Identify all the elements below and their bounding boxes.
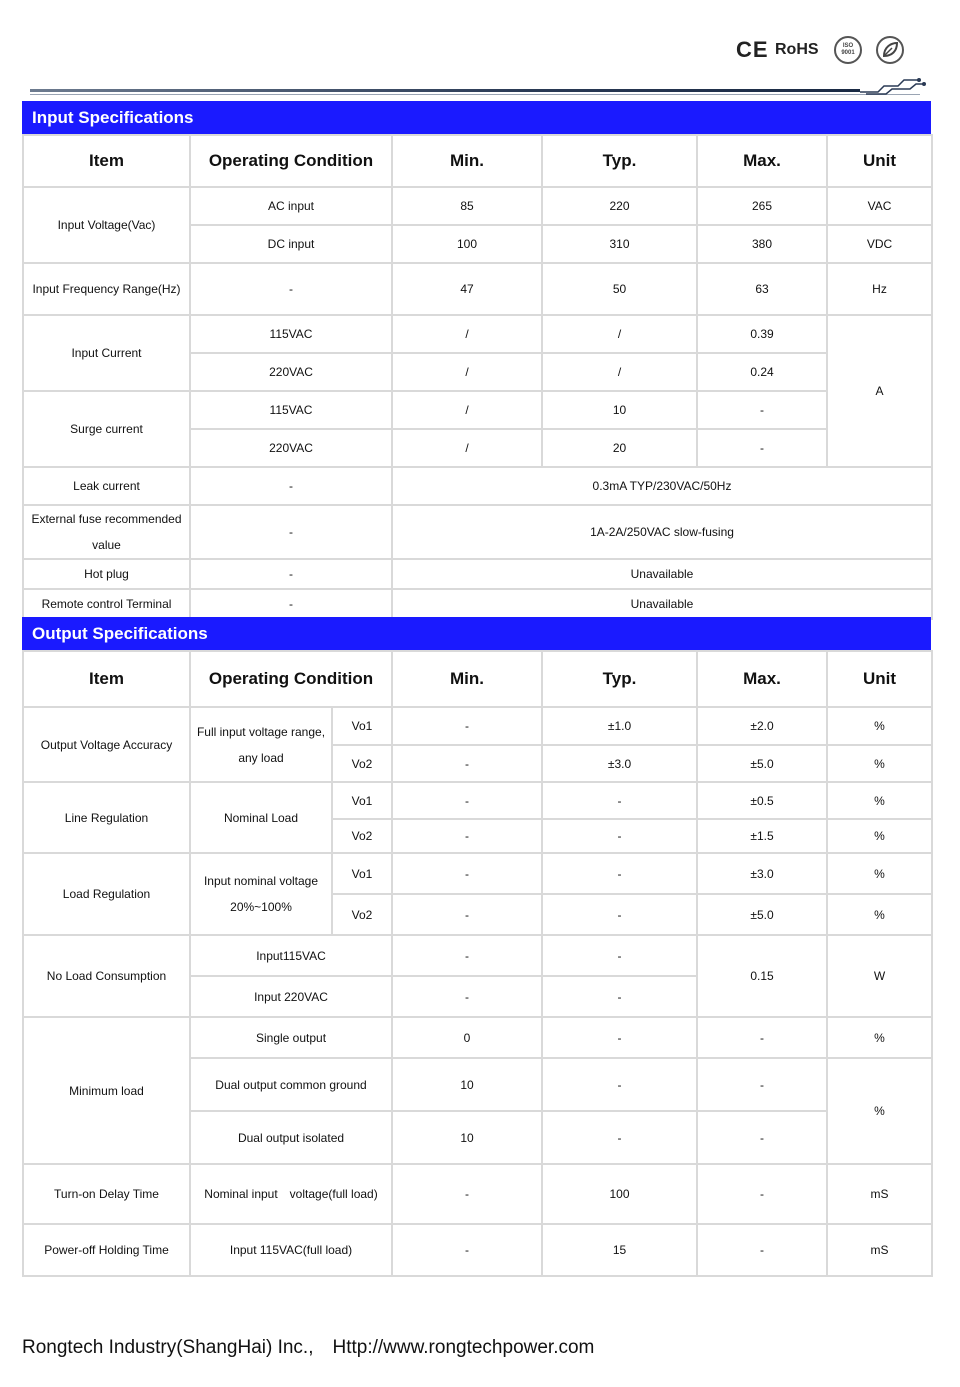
condition-cell: Input 115VAC(full load) bbox=[190, 1224, 392, 1276]
max-cell: - bbox=[697, 1058, 827, 1111]
table-row bbox=[23, 782, 932, 819]
unit-cell: % bbox=[827, 1017, 932, 1058]
table-row bbox=[23, 559, 932, 589]
channel-cell: Vo2 bbox=[332, 894, 392, 935]
typ-cell: - bbox=[542, 894, 697, 935]
item-cell: Output Voltage Accuracy bbox=[23, 707, 190, 782]
unit-cell: W bbox=[827, 935, 932, 1017]
typ-cell: - bbox=[542, 976, 697, 1017]
input-spec-table bbox=[22, 134, 933, 620]
item-cell: Turn-on Delay Time bbox=[23, 1164, 190, 1224]
min-cell: - bbox=[392, 894, 542, 935]
condition-cell: Dual output common ground bbox=[190, 1058, 392, 1111]
condition-cell: Nominal Load bbox=[190, 782, 332, 853]
input-specifications-section bbox=[22, 101, 931, 620]
min-cell: - bbox=[392, 745, 542, 782]
typ-cell: 50 bbox=[542, 263, 697, 315]
condition-cell: - bbox=[190, 263, 392, 315]
table-row bbox=[23, 1017, 932, 1058]
typ-cell: 10 bbox=[542, 391, 697, 429]
iso-badge bbox=[834, 34, 862, 66]
output-spec-table bbox=[22, 650, 933, 1277]
min-cell: / bbox=[392, 315, 542, 353]
condition-cell: DC input bbox=[190, 225, 392, 263]
unit-cell: VDC bbox=[827, 225, 932, 263]
leaf-icon bbox=[876, 36, 904, 64]
typ-cell: - bbox=[542, 935, 697, 976]
typ-cell: - bbox=[542, 1058, 697, 1111]
item-cell: Input Voltage(Vac) bbox=[23, 187, 190, 263]
table-header-row bbox=[23, 651, 932, 707]
unit-cell: % bbox=[827, 1058, 932, 1164]
condition-cell: Nominal input voltage(full load) bbox=[190, 1164, 392, 1224]
unit-cell: % bbox=[827, 745, 932, 782]
channel-cell: Vo2 bbox=[332, 745, 392, 782]
item-cell: Remote control Terminal bbox=[23, 589, 190, 619]
condition-cell: Input 220VAC bbox=[190, 976, 392, 1017]
table-row bbox=[23, 391, 932, 429]
max-cell: - bbox=[697, 1111, 827, 1164]
channel-cell: Vo1 bbox=[332, 853, 392, 894]
value-cell: Unavailable bbox=[392, 589, 932, 619]
condition-cell: Full input voltage range, any load bbox=[190, 707, 332, 782]
typ-cell: - bbox=[542, 1111, 697, 1164]
typ-cell: / bbox=[542, 353, 697, 391]
output-specifications-section bbox=[22, 617, 931, 1277]
min-cell: 85 bbox=[392, 187, 542, 225]
channel-cell: Vo2 bbox=[332, 819, 392, 853]
col-header: Item bbox=[23, 651, 190, 707]
item-cell: External fuse recommended value bbox=[23, 505, 190, 559]
table-row bbox=[23, 1164, 932, 1224]
max-cell: 63 bbox=[697, 263, 827, 315]
max-cell: - bbox=[697, 391, 827, 429]
table-row bbox=[23, 1224, 932, 1276]
typ-cell: - bbox=[542, 782, 697, 819]
value-cell: Unavailable bbox=[392, 559, 932, 589]
max-cell: 0.24 bbox=[697, 353, 827, 391]
item-cell: Surge current bbox=[23, 391, 190, 467]
condition-cell: Input nominal voltage 20%~100% bbox=[190, 853, 332, 935]
table-header-row bbox=[23, 135, 932, 187]
min-cell: - bbox=[392, 1164, 542, 1224]
condition-cell: 220VAC bbox=[190, 353, 392, 391]
typ-cell: - bbox=[542, 819, 697, 853]
item-cell: Leak current bbox=[23, 467, 190, 505]
min-cell: 10 bbox=[392, 1111, 542, 1164]
condition-cell: - bbox=[190, 505, 392, 559]
channel-cell: Vo1 bbox=[332, 707, 392, 745]
circuit-trace-icon bbox=[858, 74, 928, 96]
page-header bbox=[0, 0, 960, 100]
unit-cell: Hz bbox=[827, 263, 932, 315]
max-cell: - bbox=[697, 1164, 827, 1224]
table-row bbox=[23, 853, 932, 894]
table-row bbox=[23, 589, 932, 619]
col-header: Operating Condition bbox=[190, 651, 392, 707]
typ-cell: ±3.0 bbox=[542, 745, 697, 782]
unit-cell: % bbox=[827, 782, 932, 819]
condition-cell: Input115VAC bbox=[190, 935, 392, 976]
col-header: Max. bbox=[697, 651, 827, 707]
ce-mark: CE bbox=[736, 37, 769, 62]
item-cell: Line Regulation bbox=[23, 782, 190, 853]
unit-cell: VAC bbox=[827, 187, 932, 225]
max-cell: ±2.0 bbox=[697, 707, 827, 745]
min-cell: - bbox=[392, 853, 542, 894]
min-cell: - bbox=[392, 707, 542, 745]
iso-9001-icon: ISO 9001 bbox=[834, 36, 862, 64]
min-cell: 47 bbox=[392, 263, 542, 315]
item-cell: No Load Consumption bbox=[23, 935, 190, 1017]
col-header: Unit bbox=[827, 135, 932, 187]
table-row bbox=[23, 935, 932, 976]
header-rule-thin bbox=[30, 94, 920, 95]
unit-cell: % bbox=[827, 819, 932, 853]
condition-cell: Dual output isolated bbox=[190, 1111, 392, 1164]
col-header: Typ. bbox=[542, 135, 697, 187]
col-header: Item bbox=[23, 135, 190, 187]
min-cell: / bbox=[392, 353, 542, 391]
typ-cell: / bbox=[542, 315, 697, 353]
max-cell: 0.15 bbox=[697, 935, 827, 1017]
max-cell: - bbox=[697, 429, 827, 467]
typ-cell: 220 bbox=[542, 187, 697, 225]
unit-cell: mS bbox=[827, 1164, 932, 1224]
condition-cell: - bbox=[190, 559, 392, 589]
max-cell: ±0.5 bbox=[697, 782, 827, 819]
condition-cell: AC input bbox=[190, 187, 392, 225]
table-row bbox=[23, 505, 932, 559]
unit-cell: A bbox=[827, 315, 932, 467]
input-section-title: Input Specifications bbox=[22, 101, 931, 134]
min-cell: - bbox=[392, 976, 542, 1017]
col-header: Min. bbox=[392, 651, 542, 707]
col-header: Operating Condition bbox=[190, 135, 392, 187]
min-cell: - bbox=[392, 1224, 542, 1276]
max-cell: ±3.0 bbox=[697, 853, 827, 894]
output-section-title: Output Specifications bbox=[22, 617, 931, 650]
typ-cell: 100 bbox=[542, 1164, 697, 1224]
min-cell: 0 bbox=[392, 1017, 542, 1058]
col-header: Unit bbox=[827, 651, 932, 707]
min-cell: - bbox=[392, 819, 542, 853]
col-header: Min. bbox=[392, 135, 542, 187]
typ-cell: 20 bbox=[542, 429, 697, 467]
item-cell: Load Regulation bbox=[23, 853, 190, 935]
table-row bbox=[23, 707, 932, 745]
typ-cell: 310 bbox=[542, 225, 697, 263]
condition-cell: Single output bbox=[190, 1017, 392, 1058]
header-rule bbox=[30, 89, 860, 92]
item-cell: Input Frequency Range(Hz) bbox=[23, 263, 190, 315]
item-cell: Power-off Holding Time bbox=[23, 1224, 190, 1276]
max-cell: ±5.0 bbox=[697, 894, 827, 935]
unit-cell: % bbox=[827, 707, 932, 745]
unit-cell: mS bbox=[827, 1224, 932, 1276]
max-cell: 0.39 bbox=[697, 315, 827, 353]
min-cell: - bbox=[392, 782, 542, 819]
table-row bbox=[23, 263, 932, 315]
typ-cell: - bbox=[542, 853, 697, 894]
min-cell: 100 bbox=[392, 225, 542, 263]
min-cell: / bbox=[392, 429, 542, 467]
max-cell: ±5.0 bbox=[697, 745, 827, 782]
min-cell: 10 bbox=[392, 1058, 542, 1111]
item-cell: Input Current bbox=[23, 315, 190, 391]
max-cell: ±1.5 bbox=[697, 819, 827, 853]
typ-cell: 15 bbox=[542, 1224, 697, 1276]
condition-cell: - bbox=[190, 589, 392, 619]
col-header: Max. bbox=[697, 135, 827, 187]
max-cell: - bbox=[697, 1017, 827, 1058]
max-cell: 380 bbox=[697, 225, 827, 263]
table-row bbox=[23, 315, 932, 353]
col-header: Typ. bbox=[542, 651, 697, 707]
footer-company-info: Rongtech Industry(ShangHai) Inc., Http://www.rongtechpower.com bbox=[22, 1337, 595, 1358]
table-row bbox=[23, 187, 932, 225]
rohs-mark: RoHS bbox=[775, 41, 819, 58]
min-cell: - bbox=[392, 935, 542, 976]
table-row bbox=[23, 467, 932, 505]
typ-cell: ±1.0 bbox=[542, 707, 697, 745]
min-cell: / bbox=[392, 391, 542, 429]
item-cell: Hot plug bbox=[23, 559, 190, 589]
max-cell: - bbox=[697, 1224, 827, 1276]
channel-cell: Vo1 bbox=[332, 782, 392, 819]
condition-cell: - bbox=[190, 467, 392, 505]
condition-cell: 115VAC bbox=[190, 391, 392, 429]
unit-cell: % bbox=[827, 894, 932, 935]
environment-badge bbox=[876, 34, 904, 66]
condition-cell: 220VAC bbox=[190, 429, 392, 467]
unit-cell: % bbox=[827, 853, 932, 894]
value-cell: 1A-2A/250VAC slow-fusing bbox=[392, 505, 932, 559]
typ-cell: - bbox=[542, 1017, 697, 1058]
value-cell: 0.3mA TYP/230VAC/50Hz bbox=[392, 467, 932, 505]
max-cell: 265 bbox=[697, 187, 827, 225]
condition-cell: 115VAC bbox=[190, 315, 392, 353]
item-cell: Minimum load bbox=[23, 1017, 190, 1164]
